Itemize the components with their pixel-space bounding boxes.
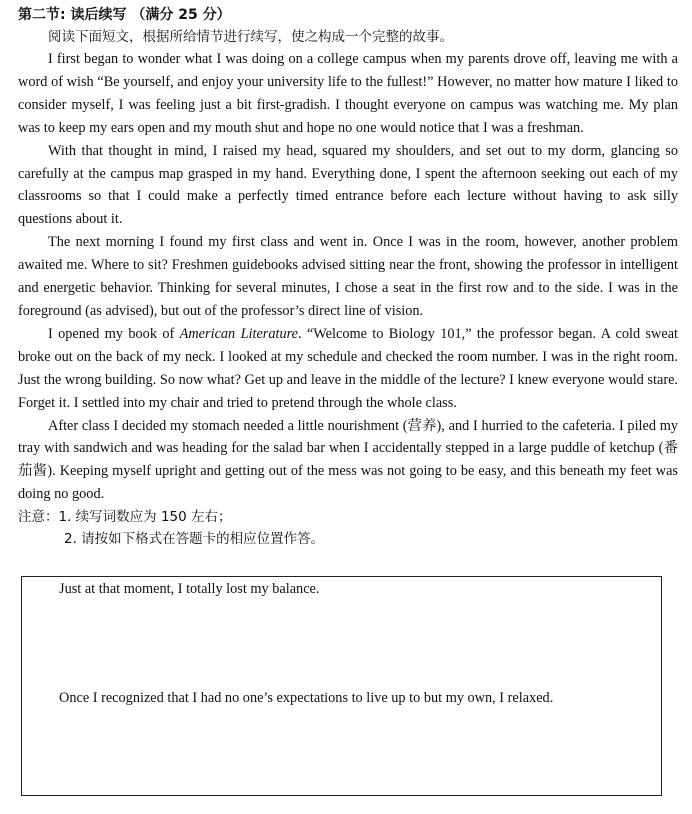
answer-box[interactable]: [21, 576, 662, 796]
note-line-2: 2. 请按如下格式在答题卡的相应位置作答。: [64, 531, 325, 548]
passage-paragraph-2: With that thought in mind, I raised my head, squared my shoulders, and set out to my dorm, glancing so carefully at the campus map grasped in my hand. Everything done, I spent the afternoon seeking out each of my classrooms so that I could make a perfectly timed entrance before each lecture without having to ask silly questions about it.: [18, 142, 678, 228]
passage-paragraph-5: After class I decided my stomach needed a little nourishment (营养), and I hurried to the cafeteria. I piled my tray with sandwich and was heading for the salad bar when I accidentally stepped in a large puddle of ketchup (番茄酱). Keeping myself upright and getting out of the mess was not going to be easy, and this beneath my feet was doing no good.: [18, 417, 678, 503]
answer-box-prompt-1: Just at that moment, I totally lost my balance.: [59, 581, 320, 597]
book-title: American Literature: [179, 325, 299, 342]
passage-paragraph-3: The next morning I found my first class and went in. Once I was in the room, however, another problem awaited me. Where to sit? Freshmen guidebooks advised sitting near the front, showing the professor in intelligent and energetic behavior. Thinking for several minutes, I chose a seat in the first row and to the side. I was in the foreground (as advised), but out of the professor’s direct line of vision.: [18, 234, 678, 319]
passage-paragraph-1: I first began to wonder what I was doing on a college campus when my parents drove off, leaving me with a word of wish “Be yourself, and enjoy your university life to the fullest!” However, no matter how mature I liked to consider myself, I was feeling just a bit first-gradish. I thought everyone on campus was watching me. My plan was to keep my ears open and my mouth shut and hope no one would notice that I was a freshman.: [18, 51, 678, 136]
document-page: [18, 4, 678, 550]
passage-paragraph-4: [18, 323, 678, 415]
instruction-text: 阅读下面短文，根据所给情节进行续写，使之构成一个完整的故事。: [48, 29, 453, 45]
note-line-1: 注意：1. 续写词数应为 150 左右；: [18, 509, 232, 526]
section-title: 第二节: 读后续写 （满分 25 分）: [18, 7, 231, 23]
p4-rest: . “Welcome to Biology 101,” the professor began. A cold sweat broke out on the back of my neck. I looked at my schedule and checked the room number. I was in the right room. Just the wrong building. So now what? Get up and leave in the middle of the lecture? I knew everyone would stare. Forget it. I settled into my chair and tried to pretend through the whole class.: [18, 325, 679, 411]
p4-lead: I opened my book of: [48, 325, 180, 342]
answer-box-prompt-2: Once I recognized that I had no one’s expectations to live up to but my own, I relaxed.: [59, 690, 554, 706]
